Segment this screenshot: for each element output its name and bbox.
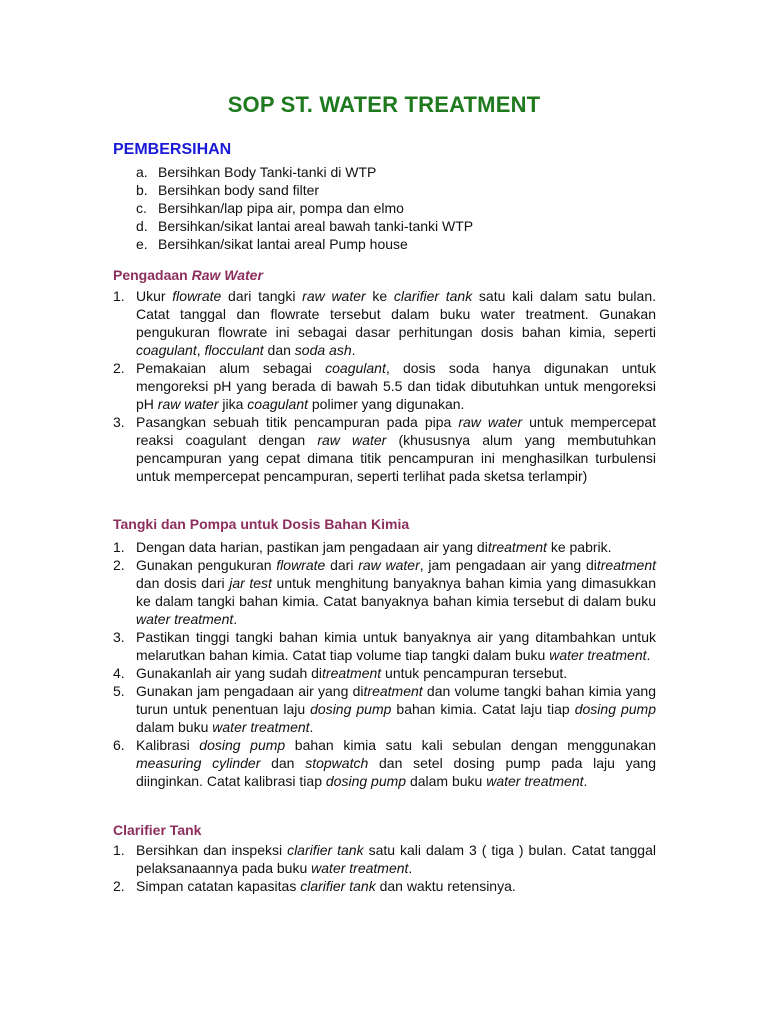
italic-term: coagulant — [325, 360, 386, 376]
section-heading-tangki: Tangki dan Pompa untuk Dosis Bahan Kimia — [113, 516, 410, 532]
italic-term: clarifier tank — [393, 288, 473, 304]
text-segment: Gunakan jam pengadaan air yang di — [136, 683, 364, 699]
italic-term: dosing pump — [199, 737, 286, 753]
text-segment: ke pabrik. — [546, 539, 612, 555]
list-item — [136, 181, 656, 199]
list-item — [113, 841, 656, 877]
italic-term: raw water — [317, 432, 387, 448]
text-segment: (khususnya alum yang membutuhkan pencampuran yang cepat dimana titik pencampuran ini menghasilkan turbulensi untuk mempercepat pencampuran, seperti terlihat pada sketsa terlampir) — [136, 432, 656, 484]
text-segment: polimer yang digunakan. — [308, 396, 465, 412]
italic-term: water treatment — [311, 860, 409, 876]
italic-term: treatment — [322, 665, 382, 681]
text-segment: Pastikan tinggi tangki bahan kimia untuk banyaknya air yang ditambahkan untuk melarutkan bahan kimia. Catat tiap volume tiap tangki dalam buku — [136, 629, 656, 663]
section-heading-raw-water — [113, 267, 263, 283]
list-item — [113, 556, 656, 628]
text-segment: Dengan data harian, pastikan jam pengadaan air yang di — [136, 539, 488, 555]
italic-term: water treatment — [549, 647, 647, 663]
list-marker: c. — [136, 200, 147, 216]
list-item — [136, 163, 656, 181]
list-marker: 1. — [113, 539, 125, 555]
italic-term: treatment — [363, 683, 423, 699]
list-item-text: Bersihkan/lap pipa air, pompa dan elmo — [158, 200, 404, 216]
italic-term: soda ash — [294, 342, 352, 358]
text-segment: dan — [263, 342, 295, 358]
list-item — [113, 413, 656, 485]
italic-term: water treatment — [212, 719, 310, 735]
text-segment: satu kali dalam satu bulan. Catat tanggal dan flowrate tersebut dalam buku water treatment. Gunakan pengukuran flowrate ini sebagai dasar perhitungan dosis bahan kimia, seperti — [136, 288, 657, 340]
text-segment: Kalibrasi — [136, 737, 200, 753]
list-item-text: Bersihkan body sand filter — [158, 182, 320, 198]
list-marker: 5. — [113, 683, 125, 699]
clarifier-list — [113, 841, 656, 895]
italic-term: treatment — [596, 557, 657, 573]
list-marker: d. — [136, 218, 148, 234]
text-segment: dari tangki — [221, 288, 303, 304]
text-segment: dalam buku — [136, 719, 213, 735]
list-marker: 4. — [113, 665, 125, 681]
text-segment: . — [233, 611, 238, 627]
list-marker: 1. — [113, 288, 125, 304]
text-segment: , dosis soda hanya digunakan untuk mengoreksi pH yang berada di bawah 5.5 dan tidak dibutuhkan untuk mengoreksi pH — [136, 360, 656, 412]
text-segment: dan setel dosing pump pada laju yang diinginkan. Catat kalibrasi tiap — [136, 755, 656, 789]
list-item — [113, 287, 656, 359]
text-segment: untuk mempercepat reaksi coagulant dengan — [136, 414, 656, 448]
text-segment: bahan kimia satu kali sebulan dengan menggunakan — [285, 737, 656, 753]
italic-term: coagulant — [247, 396, 308, 412]
text-segment: . — [408, 860, 413, 876]
text-segment: untuk menghitung banyaknya bahan kimia yang dimasukkan ke dalam tangki bahan kimia. Catat banyaknya bahan kimia tersebut di dalam buku — [136, 575, 656, 609]
text-segment: Pasangkan sebuah titik pencampuran pada pipa — [136, 414, 459, 430]
italic-term: raw water — [358, 557, 420, 573]
text-segment: , jam pengadaan air yang di — [419, 557, 597, 573]
list-item — [136, 199, 656, 217]
list-item — [136, 235, 656, 253]
italic-term: water treatment — [136, 611, 234, 627]
list-marker: 1. — [113, 842, 125, 858]
text-segment: jika — [218, 396, 248, 412]
text-segment: untuk pencampuran tersebut. — [381, 665, 568, 681]
list-item — [113, 538, 656, 556]
italic-term: water treatment — [486, 773, 584, 789]
document-title: SOP ST. WATER TREATMENT — [227, 92, 541, 117]
text-segment: . — [309, 719, 314, 735]
list-marker: e. — [136, 236, 148, 252]
italic-term: flowrate — [276, 557, 326, 573]
text-segment: Simpan catatan kapasitas — [136, 878, 301, 894]
text-segment: ke — [365, 288, 394, 304]
list-marker: 2. — [113, 360, 125, 376]
heading-raw-water-italic: Raw Water — [191, 267, 263, 283]
list-item-text: Bersihkan/sikat lantai areal Pump house — [158, 236, 408, 252]
list-item — [136, 217, 656, 235]
tangki-list — [113, 538, 656, 790]
italic-term: dosing pump — [310, 701, 392, 717]
text-segment: satu kali dalam 3 ( tiga ) bulan. Catat tanggal pelaksanaannya pada buku — [136, 842, 656, 876]
text-segment: dan volume tangki bahan kimia yang turun untuk penentuan laju — [136, 683, 656, 717]
italic-term: coagulant — [136, 342, 197, 358]
list-marker: 6. — [113, 737, 125, 753]
text-segment: dan — [260, 755, 306, 771]
list-item — [113, 736, 656, 790]
list-marker: 3. — [113, 629, 125, 645]
list-marker: 2. — [113, 557, 125, 573]
italic-term: stopwatch — [305, 755, 369, 771]
section-heading-clarifier: Clarifier Tank — [113, 822, 202, 838]
list-marker: 2. — [113, 878, 125, 894]
text-segment: Gunakan pengukuran — [136, 557, 277, 573]
text-segment: bahan kimia. Catat laju tiap — [391, 701, 575, 717]
section-heading-pembersihan: PEMBERSIHAN — [113, 141, 232, 158]
pembersihan-list — [136, 163, 656, 253]
text-segment: dari — [325, 557, 359, 573]
list-item — [113, 359, 656, 413]
list-marker: a. — [136, 164, 148, 180]
heading-raw-water-normal: Pengadaan — [113, 267, 192, 283]
list-marker: b. — [136, 182, 148, 198]
text-segment: dan waktu retensinya. — [375, 878, 516, 894]
text-segment: dan dosis dari — [136, 575, 230, 591]
text-segment: . — [646, 647, 651, 663]
list-item — [113, 664, 656, 682]
italic-term: flowrate — [172, 288, 222, 304]
italic-term: clarifier tank — [300, 878, 376, 894]
list-item-text: Bersihkan Body Tanki-tanki di WTP — [158, 164, 377, 180]
italic-term: raw water — [458, 414, 523, 430]
italic-term: raw water — [157, 396, 219, 412]
text-segment: . — [351, 342, 356, 358]
italic-term: raw water — [302, 288, 366, 304]
italic-term: dosing pump — [574, 701, 656, 717]
text-segment: Ukur — [136, 288, 173, 304]
text-segment: Gunakanlah air yang sudah di — [136, 665, 323, 681]
italic-term: jar test — [229, 575, 272, 591]
text-segment: dalam buku — [406, 773, 487, 789]
list-marker: 3. — [113, 414, 125, 430]
raw-water-list — [113, 287, 656, 485]
text-segment: . — [583, 773, 588, 789]
text-segment: Pemakaian alum sebagai — [136, 360, 326, 376]
italic-term: flocculant — [204, 342, 264, 358]
italic-term: treatment — [487, 539, 547, 555]
list-item — [113, 682, 656, 736]
text-segment: Bersihkan dan inspeksi — [136, 842, 288, 858]
text-segment: , — [196, 342, 205, 358]
italic-term: measuring cylinder — [136, 755, 261, 771]
italic-term: dosing pump — [325, 773, 407, 789]
list-item-text: Bersihkan/sikat lantai areal bawah tanki-tanki WTP — [158, 218, 474, 234]
italic-term: clarifier tank — [287, 842, 364, 858]
list-item — [113, 877, 656, 895]
list-item — [113, 628, 656, 664]
